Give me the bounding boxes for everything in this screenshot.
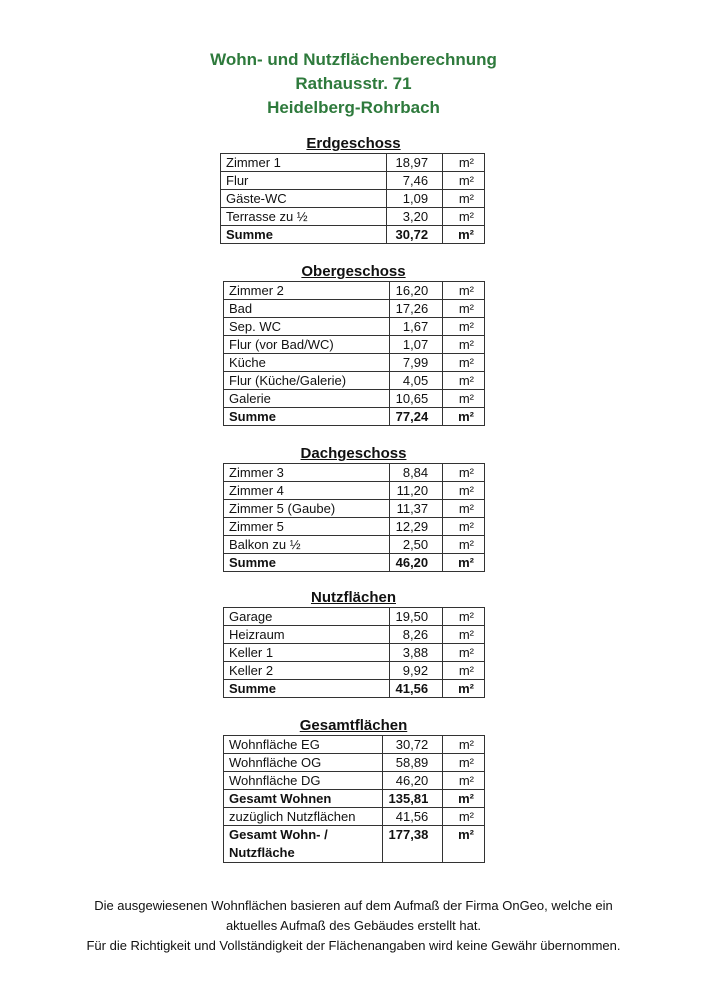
row-label: Flur (vor Bad/WC) [224, 336, 390, 354]
row-value: 135,81 [383, 790, 443, 808]
row-value: 8,84 [390, 464, 443, 482]
row-label: Summe [224, 554, 390, 572]
row-unit: m² [443, 790, 485, 808]
row-label: Summe [224, 680, 390, 698]
row-value: 1,07 [390, 336, 443, 354]
row-label: Gäste-WC [221, 190, 387, 208]
row-unit: m² [443, 336, 485, 354]
row-unit: m² [443, 190, 485, 208]
row-value: 4,05 [390, 372, 443, 390]
row-label: Gesamt Wohn- / Nutzfläche [224, 826, 383, 863]
row-label: Flur [221, 172, 387, 190]
row-label: Küche [224, 354, 390, 372]
row-unit: m² [443, 482, 485, 500]
row-label: Gesamt Wohnen [224, 790, 383, 808]
table-row [224, 336, 485, 354]
row-unit: m² [443, 172, 485, 190]
row-value: 30,72 [387, 226, 443, 244]
grand-total-row [224, 826, 485, 863]
table-row [224, 464, 485, 482]
table-row [224, 736, 485, 754]
table-row [224, 372, 485, 390]
section-heading-nutzflaechen: Nutzflächen [310, 589, 396, 606]
table-row [224, 772, 485, 790]
row-value: 17,26 [390, 300, 443, 318]
row-label: Zimmer 3 [224, 464, 390, 482]
table-row [224, 536, 485, 554]
row-label: Terrasse zu ½ [221, 208, 387, 226]
row-label: Garage [224, 608, 390, 626]
row-value: 11,20 [390, 482, 443, 500]
row-unit: m² [443, 208, 485, 226]
row-label: Zimmer 4 [224, 482, 390, 500]
row-unit: m² [443, 354, 485, 372]
row-label: zuzüglich Nutzflächen [224, 808, 383, 826]
row-unit: m² [443, 518, 485, 536]
table-dachgeschoss [223, 463, 485, 572]
row-value: 16,20 [390, 282, 443, 300]
table-row [224, 644, 485, 662]
table-row [224, 318, 485, 336]
row-label: Heizraum [224, 626, 390, 644]
row-label: Keller 1 [224, 644, 390, 662]
sum-row [224, 554, 485, 572]
row-value: 3,20 [387, 208, 443, 226]
row-label: Flur (Küche/Galerie) [224, 372, 390, 390]
document-title: Wohn- und Nutzflächenberechnung [210, 50, 497, 69]
row-label: Zimmer 5 [224, 518, 390, 536]
row-unit: m² [443, 662, 485, 680]
row-label: Zimmer 1 [221, 154, 387, 172]
row-value: 11,37 [390, 500, 443, 518]
row-unit: m² [443, 644, 485, 662]
row-value: 8,26 [390, 626, 443, 644]
row-value: 2,50 [390, 536, 443, 554]
row-label: Zimmer 5 (Gaube) [224, 500, 390, 518]
row-label: Zimmer 2 [224, 282, 390, 300]
table-gesamtflaechen [223, 735, 485, 863]
table-row [224, 300, 485, 318]
row-value: 19,50 [390, 608, 443, 626]
row-value: 12,29 [390, 518, 443, 536]
table-row [224, 482, 485, 500]
footer-note-line2: aktuelles Aufmaß des Gebäudes erstellt hat. [225, 918, 482, 933]
row-unit: m² [443, 608, 485, 626]
table-row [224, 390, 485, 408]
row-value: 177,38 [383, 826, 443, 863]
row-value: 46,20 [390, 554, 443, 572]
row-label: Wohnfläche OG [224, 754, 383, 772]
table-row [224, 518, 485, 536]
table-erdgeschoss [220, 153, 485, 244]
row-value: 58,89 [383, 754, 443, 772]
row-value: 9,92 [390, 662, 443, 680]
row-unit: m² [443, 500, 485, 518]
row-unit: m² [443, 808, 485, 826]
row-unit: m² [443, 626, 485, 644]
row-unit: m² [443, 754, 485, 772]
row-value: 30,72 [383, 736, 443, 754]
row-unit: m² [443, 226, 485, 244]
row-label: Keller 2 [224, 662, 390, 680]
footer-disclaimer: Für die Richtigkeit und Vollständigkeit der Flächenangaben wird keine Gewähr übernommen. [86, 938, 621, 953]
row-value: 77,24 [390, 408, 443, 426]
row-unit: m² [443, 736, 485, 754]
table-row [224, 608, 485, 626]
row-value: 1,09 [387, 190, 443, 208]
sum-row [221, 226, 485, 244]
row-value: 18,97 [387, 154, 443, 172]
row-unit: m² [443, 680, 485, 698]
row-label: Sep. WC [224, 318, 390, 336]
section-heading-dachgeschoss: Dachgeschoss [300, 445, 407, 462]
row-label: Wohnfläche DG [224, 772, 383, 790]
row-label: Summe [224, 408, 390, 426]
table-row [224, 808, 485, 826]
address-street: Rathausstr. 71 [295, 74, 412, 93]
table-row [224, 626, 485, 644]
row-label: Bad [224, 300, 390, 318]
row-label: Balkon zu ½ [224, 536, 390, 554]
row-value: 3,88 [390, 644, 443, 662]
row-value: 7,46 [387, 172, 443, 190]
row-unit: m² [443, 826, 485, 863]
row-unit: m² [443, 408, 485, 426]
table-row [224, 662, 485, 680]
row-unit: m² [443, 154, 485, 172]
row-value: 10,65 [390, 390, 443, 408]
table-row [221, 154, 485, 172]
row-label: Galerie [224, 390, 390, 408]
sum-row [224, 680, 485, 698]
table-row [224, 500, 485, 518]
row-label: Wohnfläche EG [224, 736, 383, 754]
row-unit: m² [443, 554, 485, 572]
table-row [224, 354, 485, 372]
row-value: 41,56 [383, 808, 443, 826]
total-living-row [224, 790, 485, 808]
row-unit: m² [443, 318, 485, 336]
section-heading-erdgeschoss: Erdgeschoss [306, 135, 401, 152]
row-unit: m² [443, 536, 485, 554]
table-row [221, 190, 485, 208]
footer-note-line1: Die ausgewiesenen Wohnflächen basieren auf dem Aufmaß der Firma OnGeo, welche ein [94, 898, 613, 913]
row-value: 7,99 [390, 354, 443, 372]
row-unit: m² [443, 372, 485, 390]
row-label: Summe [221, 226, 387, 244]
section-heading-obergeschoss: Obergeschoss [301, 263, 406, 280]
row-unit: m² [443, 390, 485, 408]
table-row [221, 208, 485, 226]
row-unit: m² [443, 464, 485, 482]
row-value: 41,56 [390, 680, 443, 698]
row-value: 1,67 [390, 318, 443, 336]
table-obergeschoss [223, 281, 485, 426]
address-city: Heidelberg-Rohrbach [267, 98, 440, 117]
table-row [224, 282, 485, 300]
table-nutzflaechen [223, 607, 485, 698]
table-row [224, 754, 485, 772]
row-unit: m² [443, 282, 485, 300]
row-value: 46,20 [383, 772, 443, 790]
row-unit: m² [443, 772, 485, 790]
row-unit: m² [443, 300, 485, 318]
section-heading-gesamtflaechen: Gesamtflächen [299, 717, 408, 734]
sum-row [224, 408, 485, 426]
table-row [221, 172, 485, 190]
